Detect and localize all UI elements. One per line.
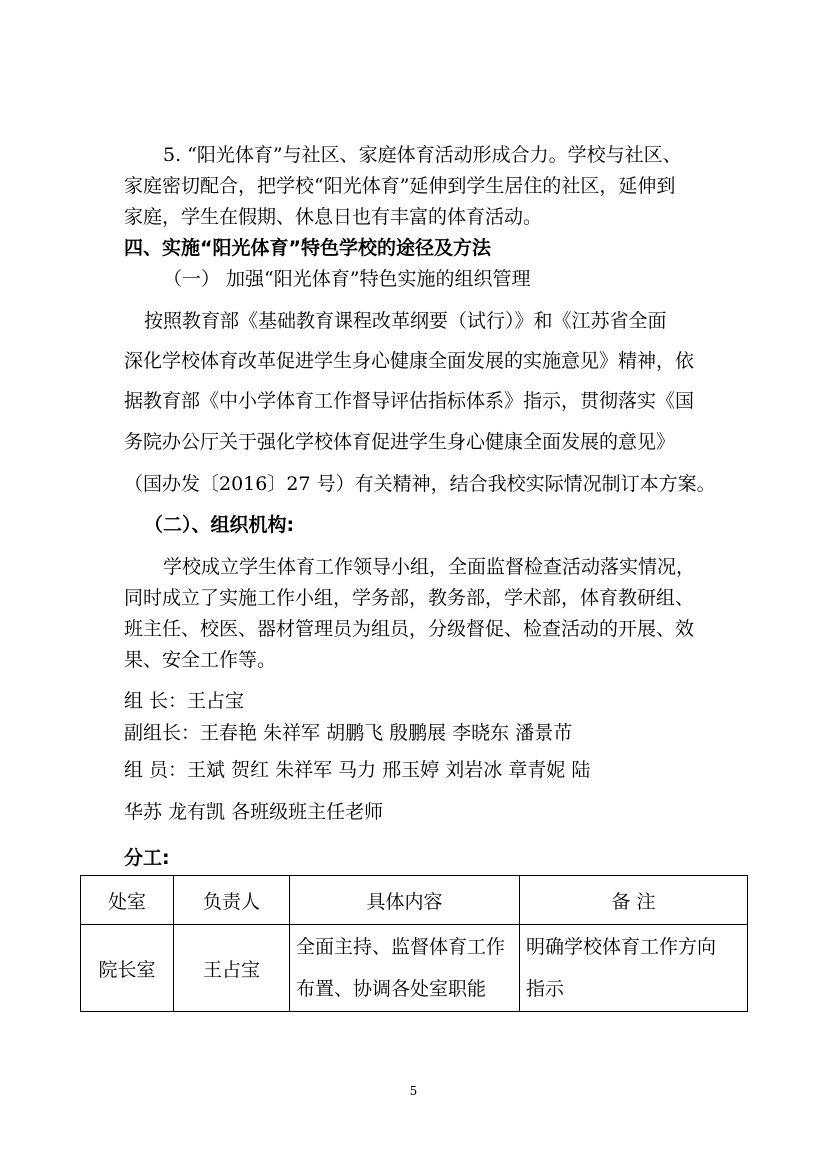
deputy-leader-line: 副组长：王春艳 朱祥军 胡鹏飞 殷鹏展 李晓东 潘景芇 (124, 722, 573, 744)
cell-note-line: 指示 (526, 978, 565, 1000)
cell-note-line: 明确学校体育工作方向 (526, 936, 717, 958)
division-table (80, 875, 748, 1012)
text-line: （国办发〔2016〕27 号）有关精神，结合我校实际情况制订本方案。 (124, 473, 716, 495)
text-line: 5. “阳光体育”与社区、家庭体育活动形成合力。学校与社区、 (163, 144, 682, 166)
subsection-heading-org: （二）、组织机构: (144, 514, 295, 536)
division-heading: 分工: (124, 847, 170, 869)
text-line: 深化学校体育改革促进学生身心健康全面发展的实施意见》精神，依 (124, 350, 695, 372)
text-line: 同时成立了实施工作小组，学务部，教务部，学术部，体育教研组、 (124, 587, 695, 609)
members-line-cont: 华苏 龙有凯 各班级班主任老师 (124, 801, 384, 823)
text-line: 据教育部《中小学体育工作督导评估指标体系》指示，贯彻落实《国 (124, 390, 695, 412)
leader-line: 组 长：王占宝 (124, 690, 245, 712)
text-line: 家庭密切配合，把学校“阳光体育”延伸到学生居住的社区，延伸到 (124, 175, 676, 197)
text-line: 务院办公厅关于强化学校体育促进学生身心健康全面发展的意见》 (124, 431, 676, 453)
table-row (81, 925, 748, 1012)
cell-content-line: 布置、协调各处室职能 (296, 978, 487, 1000)
header-office: 处室 (81, 876, 174, 925)
header-content: 具体内容 (290, 876, 520, 925)
text-line: 家庭，学生在假期、休息日也有丰富的体育活动。 (124, 206, 543, 228)
header-note: 备 注 (520, 876, 748, 925)
header-person: 负责人 (174, 876, 290, 925)
cell-person: 王占宝 (174, 925, 290, 1012)
subsection-heading: （一） 加强“阳光体育”特色实施的组织管理 (163, 268, 531, 290)
section-heading: 四、实施“阳光体育”特色学校的途径及方法 (124, 237, 491, 259)
page-number: 5 (409, 1084, 418, 1098)
cell-note (520, 925, 748, 1012)
text-line: 学校成立学生体育工作领导小组，全面监督检查活动落实情况， (163, 556, 696, 578)
members-line: 组 员：王斌 贺红 朱祥军 马力 邢玉婷 刘岩冰 章青妮 陆 (124, 759, 591, 781)
table-header-row (81, 876, 748, 925)
cell-office: 院长室 (81, 925, 174, 1012)
text-line: 按照教育部《基础教育课程改革纲要（试行）》和《江苏省全面 (144, 310, 667, 332)
text-line: 班主任、校医、器材管理员为组员，分级督促、检查活动的开展、效 (124, 618, 695, 640)
cell-content (290, 925, 520, 1012)
text-line: 果、安全工作等。 (124, 649, 277, 671)
cell-content-line: 全面主持、监督体育工作 (296, 936, 506, 958)
